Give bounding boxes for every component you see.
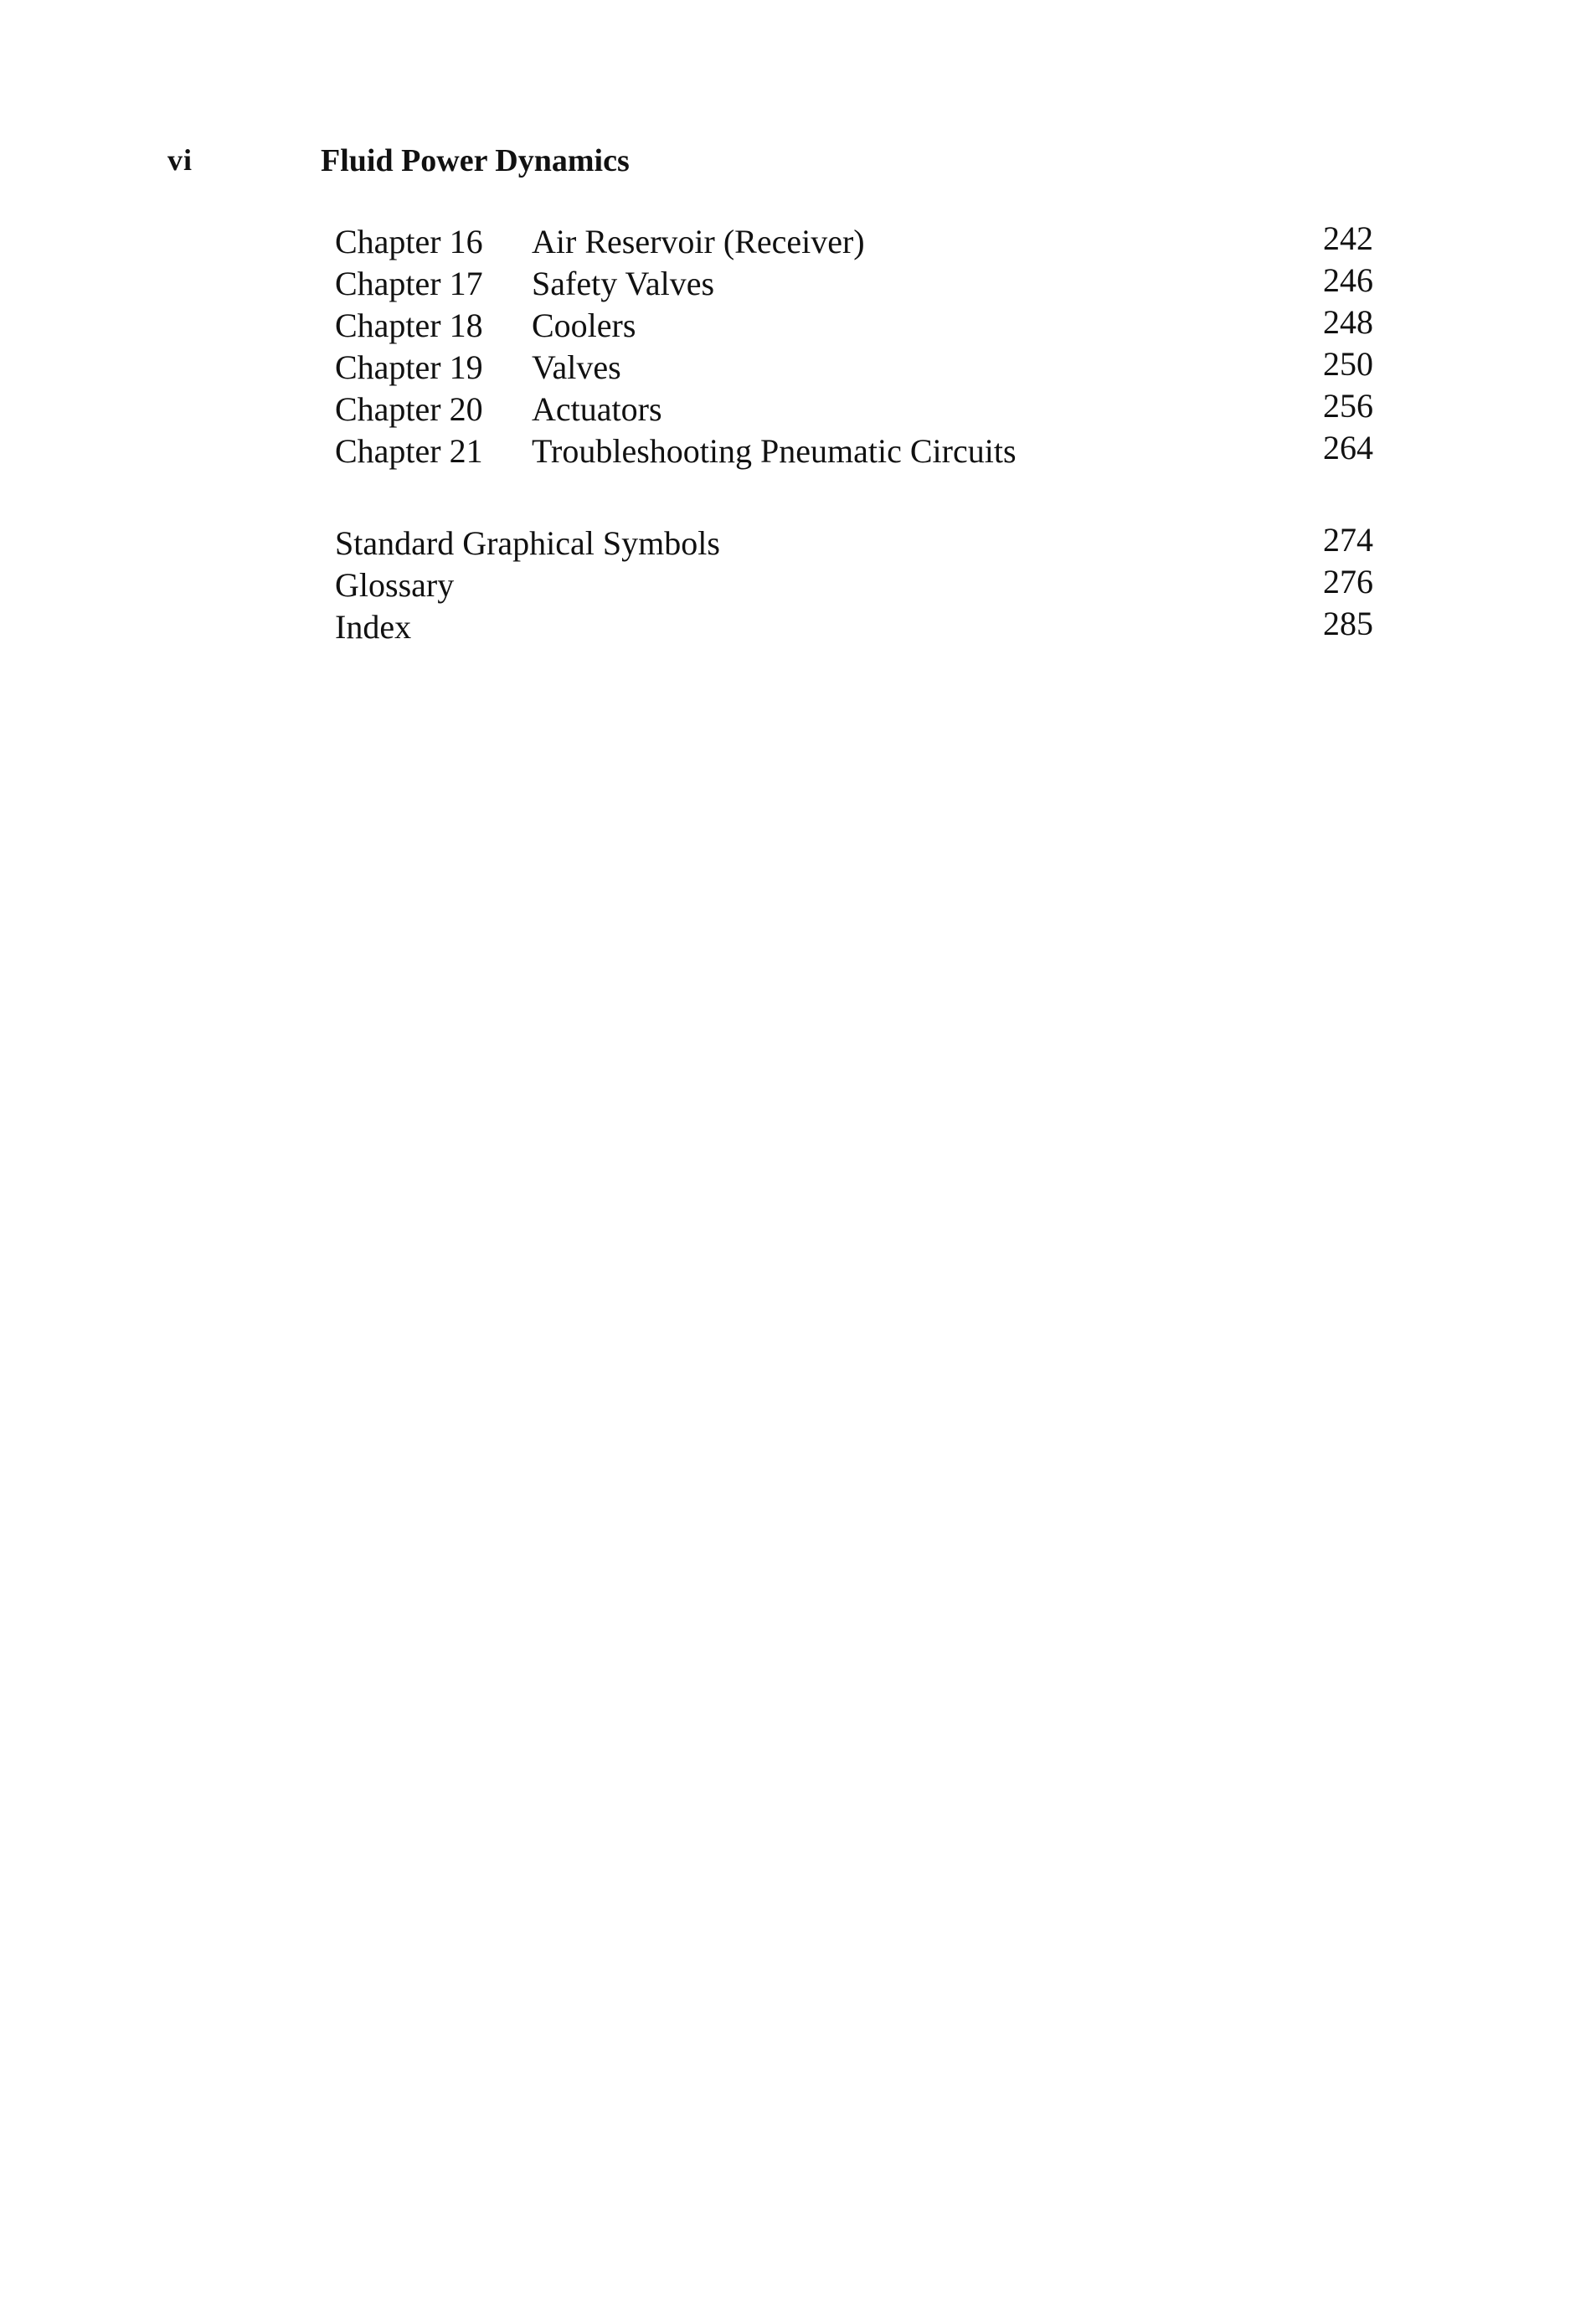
toc-entry-chapter-19[interactable] bbox=[335, 347, 1373, 389]
toc-page-number: 264 bbox=[1323, 429, 1373, 466]
toc-entry-chapter-20[interactable] bbox=[335, 389, 1373, 430]
toc-page-number: 285 bbox=[1323, 605, 1373, 642]
toc-page-number: 256 bbox=[1323, 387, 1373, 425]
toc-chapter-number: Chapter 19 bbox=[335, 348, 483, 386]
toc-entry-chapter-16[interactable] bbox=[335, 221, 1373, 263]
toc-chapter-title: Coolers bbox=[532, 307, 636, 344]
toc-back-matter-title: Standard Graphical Symbols bbox=[335, 524, 720, 562]
toc-chapter-title: Valves bbox=[532, 348, 621, 386]
toc-chapter-number: Chapter 18 bbox=[335, 307, 483, 344]
toc-entry-standard-graphical-symbols[interactable] bbox=[335, 523, 1373, 564]
table-of-contents bbox=[335, 221, 1373, 648]
toc-entry-chapter-18[interactable] bbox=[335, 305, 1373, 347]
toc-chapter-number: Chapter 16 bbox=[335, 223, 483, 260]
toc-entry-index[interactable] bbox=[335, 606, 1373, 648]
toc-page-number: 274 bbox=[1323, 521, 1373, 559]
toc-chapter-title: Safety Valves bbox=[532, 265, 715, 302]
toc-back-matter-title: Index bbox=[335, 608, 412, 646]
book-title: Fluid Power Dynamics bbox=[321, 143, 630, 178]
toc-back-matter-title: Glossary bbox=[335, 566, 455, 604]
toc-entry-chapter-21[interactable] bbox=[335, 430, 1373, 472]
page-number: vi bbox=[167, 143, 193, 177]
toc-page-number: 276 bbox=[1323, 563, 1373, 600]
toc-chapter-title: Actuators bbox=[532, 390, 662, 428]
running-head bbox=[0, 142, 1570, 184]
toc-page-number: 246 bbox=[1323, 261, 1373, 299]
toc-entry-glossary[interactable] bbox=[335, 564, 1373, 606]
toc-page-number: 242 bbox=[1323, 219, 1373, 257]
toc-chapter-number: Chapter 21 bbox=[335, 432, 483, 470]
toc-page-number: 250 bbox=[1323, 345, 1373, 383]
toc-chapter-title: Troubleshooting Pneumatic Circuits bbox=[532, 432, 1017, 470]
toc-entry-chapter-17[interactable] bbox=[335, 263, 1373, 305]
toc-chapter-number: Chapter 20 bbox=[335, 390, 483, 428]
toc-chapter-title: Air Reservoir (Receiver) bbox=[532, 223, 865, 260]
toc-section-gap bbox=[335, 472, 1373, 523]
toc-chapter-number: Chapter 17 bbox=[335, 265, 483, 302]
toc-page-number: 248 bbox=[1323, 303, 1373, 341]
